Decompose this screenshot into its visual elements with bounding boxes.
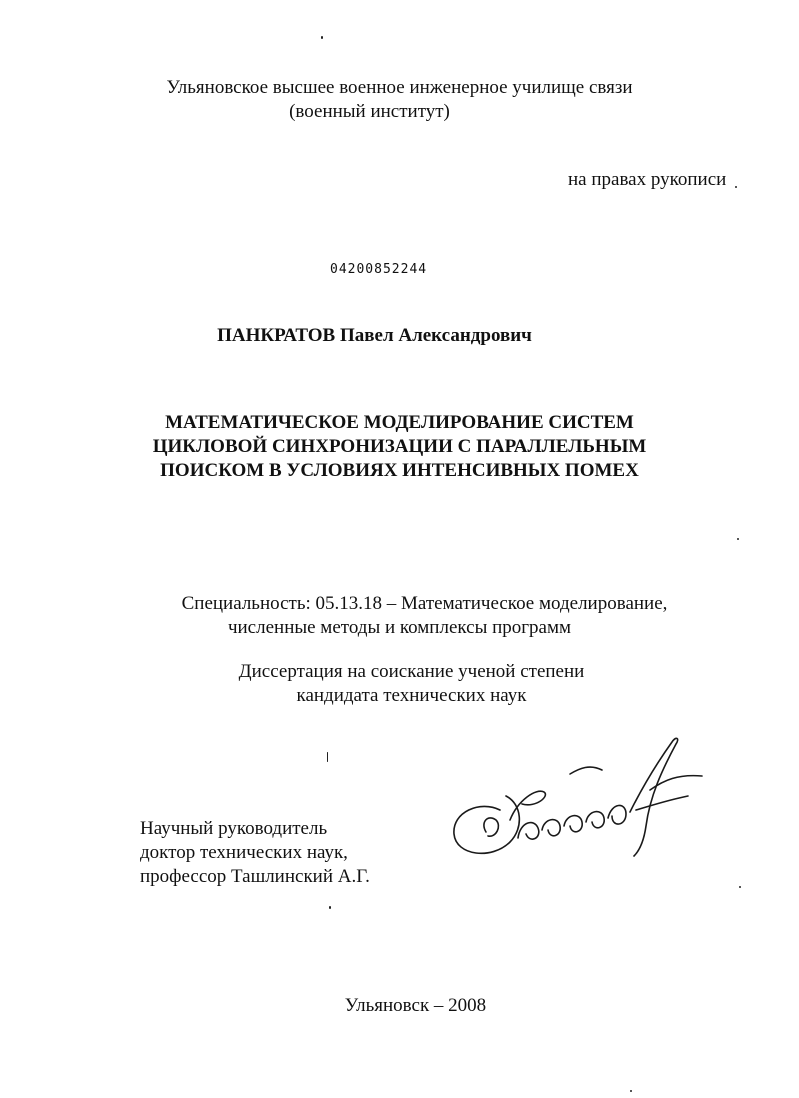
scan-speck (329, 906, 331, 909)
scan-speck (630, 1090, 632, 1092)
registration-number: 04200852244 (330, 262, 428, 277)
author-name: ПАНКРАТОВ Павел Александрович (217, 325, 532, 346)
scan-speck (735, 186, 737, 188)
degree-line-2: кандидата технических наук (296, 685, 527, 706)
manuscript-note: на правах рукописи (568, 169, 727, 190)
institution-line-1: Ульяновское высшее военное инженерное училище связи (166, 77, 633, 98)
supervisor-line-1: Научный руководитель (140, 818, 328, 839)
scan-speck (321, 36, 323, 39)
scan-speck (737, 538, 739, 540)
institution-line-2: (военный институт) (289, 101, 450, 122)
specialty-line-1: Специальность: 05.13.18 – Математическое моделирование, (181, 593, 668, 614)
scan-speck (739, 886, 741, 888)
handwritten-signature (440, 730, 710, 870)
city-year: Ульяновск – 2008 (344, 995, 487, 1016)
supervisor-line-2: доктор технических наук, (140, 842, 348, 863)
thesis-title-line-3: ПОИСКОМ В УСЛОВИЯХ ИНТЕНСИВНЫХ ПОМЕХ (160, 460, 639, 481)
specialty-line-2: численные методы и комплексы программ (227, 617, 572, 638)
scan-speck (327, 752, 328, 762)
supervisor-line-3: профессор Ташлинский А.Г. (140, 866, 370, 887)
thesis-title-line-1: МАТЕМАТИЧЕСКОЕ МОДЕЛИРОВАНИЕ СИСТЕМ (165, 412, 634, 433)
degree-line-1: Диссертация на соискание ученой степени (238, 661, 585, 682)
thesis-title-line-2: ЦИКЛОВОЙ СИНХРОНИЗАЦИИ С ПАРАЛЛЕЛЬНЫМ (152, 436, 647, 457)
